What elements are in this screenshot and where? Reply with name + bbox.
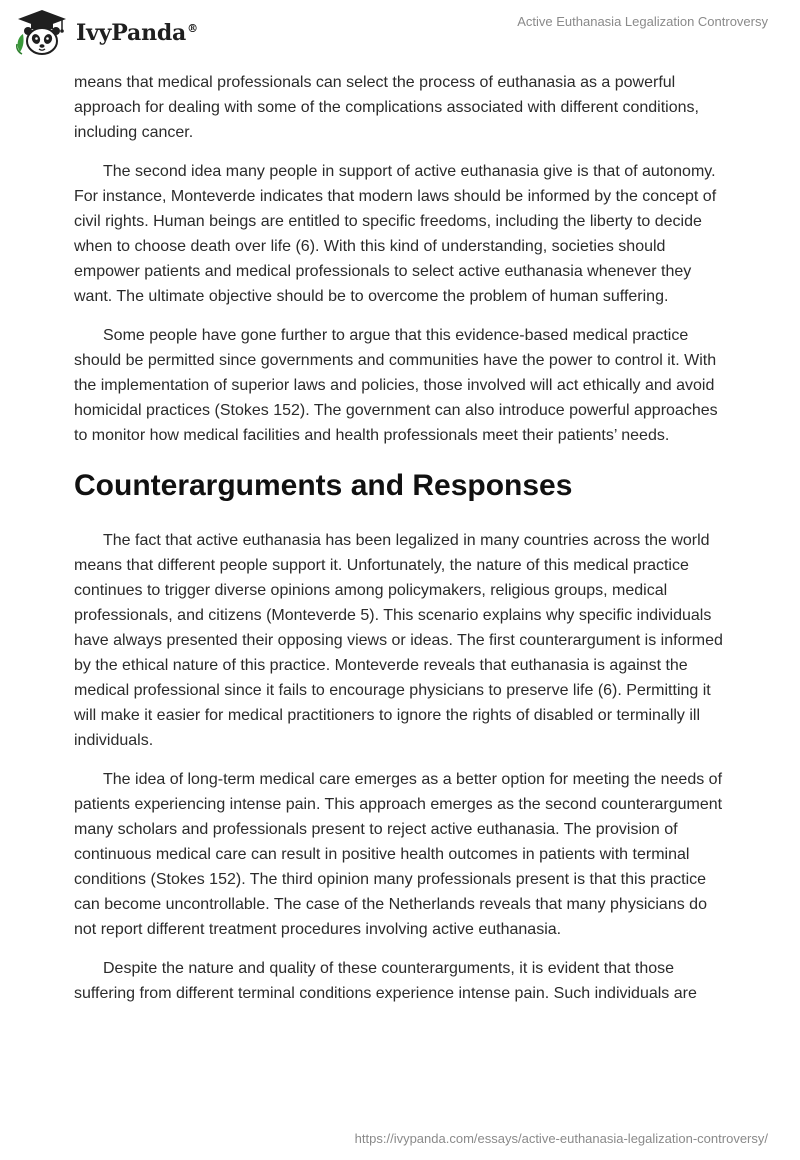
document-title: Active Euthanasia Legalization Controversy [517, 14, 768, 29]
paragraph: The fact that active euthanasia has been legalized in many countries across the world means that different people support it. Unfortunately, the nature of this medical practice continues to trigger diverse opinions among policymakers, religious groups, medical professionals, and citizens (Monteverde 5). This scenario explains why specific individuals have always presented their opposing views or ideas. The first counterargument is informed by the ethical nature of this practice. Monteverde reveals that euthanasia is against the medical professional since it fails to encourage physicians to preserve life (6). Permitting it will make it easier for medical practitioners to ignore the rights of disabled or terminally ill individuals. [74, 532, 723, 749]
paragraph: The idea of long-term medical care emerges as a better option for meeting the needs of patients experiencing intense pain. This approach emerges as the second counterargument many scholars and professionals present to reject active euthanasia. The provision of continuous medical care can result in positive health outcomes in patients with terminal conditions (Stokes 152). The third opinion many professionals present is that this practice can become uncontrollable. The case of the Netherlands reveals that many physicians do not report different treatment procedures involving active euthanasia. [74, 771, 723, 938]
essay-content [74, 70, 730, 1020]
registered-mark: ® [187, 21, 198, 35]
paragraph: Despite the nature and quality of these counterarguments, it is evident that those suffering from different terminal conditions experience intense pain. Such individuals are [74, 960, 697, 1002]
paragraph: The second idea many people in support of active euthanasia give is that of autonomy. For instance, Monteverde indicates that modern laws should be informed by the concept of civil rights. Human beings are entitled to specific freedoms, including the liberty to decide when to choose death over life (6). With this kind of understanding, societies should empower patients and medical professionals to select active euthanasia whenever they want. The ultimate objective should be to overcome the problem of human suffering. [74, 163, 717, 305]
paragraph: Some people have gone further to argue that this evidence-based medical practice should be permitted since governments and communities have the power to control it. With the implementation of superior laws and policies, those involved will act ethically and avoid homicidal practices (Stokes 152). The government can also introduce powerful approaches to monitor how medical facilities and health professionals meet their patients’ needs. [74, 327, 718, 444]
section-heading: Counterarguments and Responses [74, 469, 573, 502]
paragraph: means that medical professionals can select the process of euthanasia as a powerful approach for dealing with some of the complications associated with different conditions, including cancer. [74, 74, 699, 141]
ivypanda-logo[interactable] [14, 8, 198, 58]
brand-name: IvyPanda® [76, 20, 198, 46]
source-url[interactable]: https://ivypanda.com/essays/active-euthanasia-legalization-controversy/ [354, 1131, 768, 1146]
panda-graduate-icon [14, 8, 70, 58]
page-header [0, 0, 800, 70]
